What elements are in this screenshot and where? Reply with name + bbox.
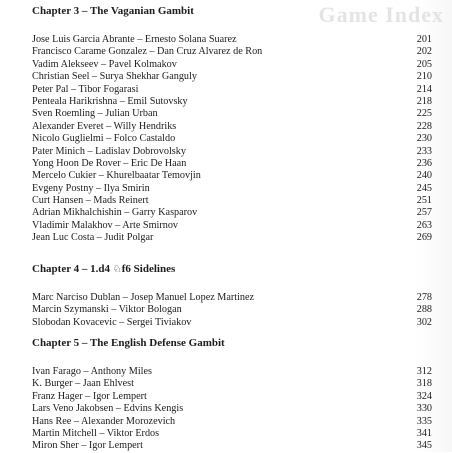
game-players: Adrian Mikhalchishin – Garry Kasparov — [32, 207, 198, 219]
game-players: Lars Veno Jakobsen – Edvins Kengis — [32, 403, 184, 415]
game-players: Ivan Farago – Anthony Miles — [32, 366, 152, 377]
page-number: 236 — [416, 157, 432, 169]
game-players: Francisco Carame Gonzalez – Dan Cruz Alvarez de Ron — [32, 46, 263, 58]
bleed-through-heading: Game Index — [318, 2, 444, 27]
chapter-5-game-list — [32, 366, 442, 453]
page-number: 205 — [416, 58, 432, 70]
page-number: 269 — [416, 232, 432, 244]
chapter-4-game-list — [32, 292, 442, 329]
page-number: 330 — [416, 403, 432, 415]
chapter-5-title: Chapter 5 – The English Defense Gambit — [32, 337, 225, 349]
page-number: 201 — [416, 34, 432, 45]
page-number: 230 — [416, 133, 432, 145]
game-players: Jose Luis Garcia Abrante – Ernesto Solana Suarez — [32, 34, 237, 45]
game-players: Vadim Alekseev – Pavel Kolmakov — [32, 58, 177, 70]
page-number: 278 — [416, 292, 432, 303]
game-entry — [32, 146, 442, 158]
page-number: 245 — [416, 182, 432, 194]
page-number: 312 — [416, 366, 432, 377]
game-players: Alexander Everet – Willy Hendriks — [32, 120, 177, 132]
game-players: Hans Ree – Alexander Morozevich — [32, 415, 176, 427]
chapter-4-section — [32, 262, 442, 329]
page-number: 335 — [416, 415, 432, 427]
game-entry — [32, 403, 442, 415]
game-entry — [32, 232, 442, 244]
page-number: 240 — [416, 170, 432, 182]
game-entry — [32, 207, 442, 219]
game-players: Martin Mitchell – Viktor Erdos — [32, 427, 160, 439]
game-entry — [32, 366, 442, 378]
game-entry — [32, 108, 442, 120]
game-entry — [32, 183, 442, 195]
game-entry — [32, 133, 442, 145]
game-players: Peter Pal – Tibor Fogarasi — [32, 83, 139, 95]
game-players: Vladimir Malakhov – Arte Smirnov — [32, 219, 179, 231]
knight-icon: ♘ — [112, 264, 122, 275]
game-entry — [32, 59, 442, 71]
game-entry — [32, 71, 442, 83]
page-number: 233 — [416, 145, 432, 157]
game-entry — [32, 170, 442, 182]
page-number: 257 — [416, 207, 432, 219]
game-entry — [32, 292, 442, 304]
chapter-3-game-list — [32, 34, 442, 245]
game-players: Penteala Harikrishna – Emil Sutovsky — [32, 95, 188, 107]
page-number: 210 — [416, 71, 432, 83]
page-number: 251 — [416, 195, 432, 207]
game-players: Evgeny Postny – Ilya Smirin — [32, 182, 150, 194]
game-entry — [32, 195, 442, 207]
game-entry — [32, 440, 442, 452]
page-number: 318 — [416, 378, 432, 390]
chapter-3-title: Chapter 3 – The Vaganian Gambit — [32, 5, 194, 17]
game-players: Nicolo Guglielmi – Folco Castaldo — [32, 133, 176, 145]
game-entry — [32, 220, 442, 232]
game-players: Marcin Szymanski – Viktor Bologan — [32, 304, 182, 316]
page-number: 345 — [416, 440, 432, 452]
game-players: Franz Hager – Igor Lempert — [32, 390, 147, 402]
page-number: 228 — [416, 120, 432, 132]
game-players: Jean Luc Costa – Judit Polgar — [32, 232, 154, 244]
game-entry — [32, 84, 442, 96]
game-entry — [32, 317, 442, 329]
page-number: 225 — [416, 108, 432, 120]
game-players: Sven Roemling – Julian Urban — [32, 108, 158, 120]
game-players: Pater Minich – Ladislav Dobrovolsky — [32, 145, 186, 157]
page-number: 288 — [416, 304, 432, 316]
chapter-4-title — [32, 262, 442, 276]
game-entry — [32, 391, 442, 403]
game-entry — [32, 121, 442, 133]
page-number: 263 — [416, 219, 432, 231]
game-players: Mercelo Cukier – Khurelbaatar Temovjin — [32, 170, 201, 182]
game-players: Miron Sher – Igor Lempert — [32, 440, 143, 452]
game-entry — [32, 416, 442, 428]
game-players: K. Burger – Jaan Ehlvest — [32, 378, 134, 390]
page-number: 324 — [416, 390, 432, 402]
game-entry — [32, 34, 442, 46]
game-players: Marc Narciso Dublan – Josep Manuel Lopez Martinez — [32, 292, 255, 303]
game-players: Yong Hoon De Rover – Eric De Haan — [32, 157, 187, 169]
chapter-4-title-prefix: Chapter 4 – 1.d4 — [32, 263, 113, 275]
game-entry — [32, 158, 442, 170]
game-entry — [32, 96, 442, 108]
page-number: 302 — [416, 316, 432, 328]
game-entry — [32, 46, 442, 58]
chapter-4-title-suffix: f6 Sidelines — [121, 263, 176, 275]
chapter-5-section — [32, 336, 442, 453]
game-entry — [32, 428, 442, 440]
game-entry — [32, 378, 442, 390]
chapter-3-section — [32, 4, 442, 245]
game-players: Christian Seel – Surya Shekhar Ganguly — [32, 71, 197, 83]
page-number: 202 — [416, 46, 432, 58]
game-entry — [32, 304, 442, 316]
page-number: 341 — [416, 427, 432, 439]
page-number: 218 — [416, 95, 432, 107]
game-players: Curt Hansen – Mads Reinert — [32, 195, 149, 207]
game-players: Slobodan Kovacevic – Sergei Tiviakov — [32, 316, 192, 328]
page-number: 214 — [416, 83, 432, 95]
